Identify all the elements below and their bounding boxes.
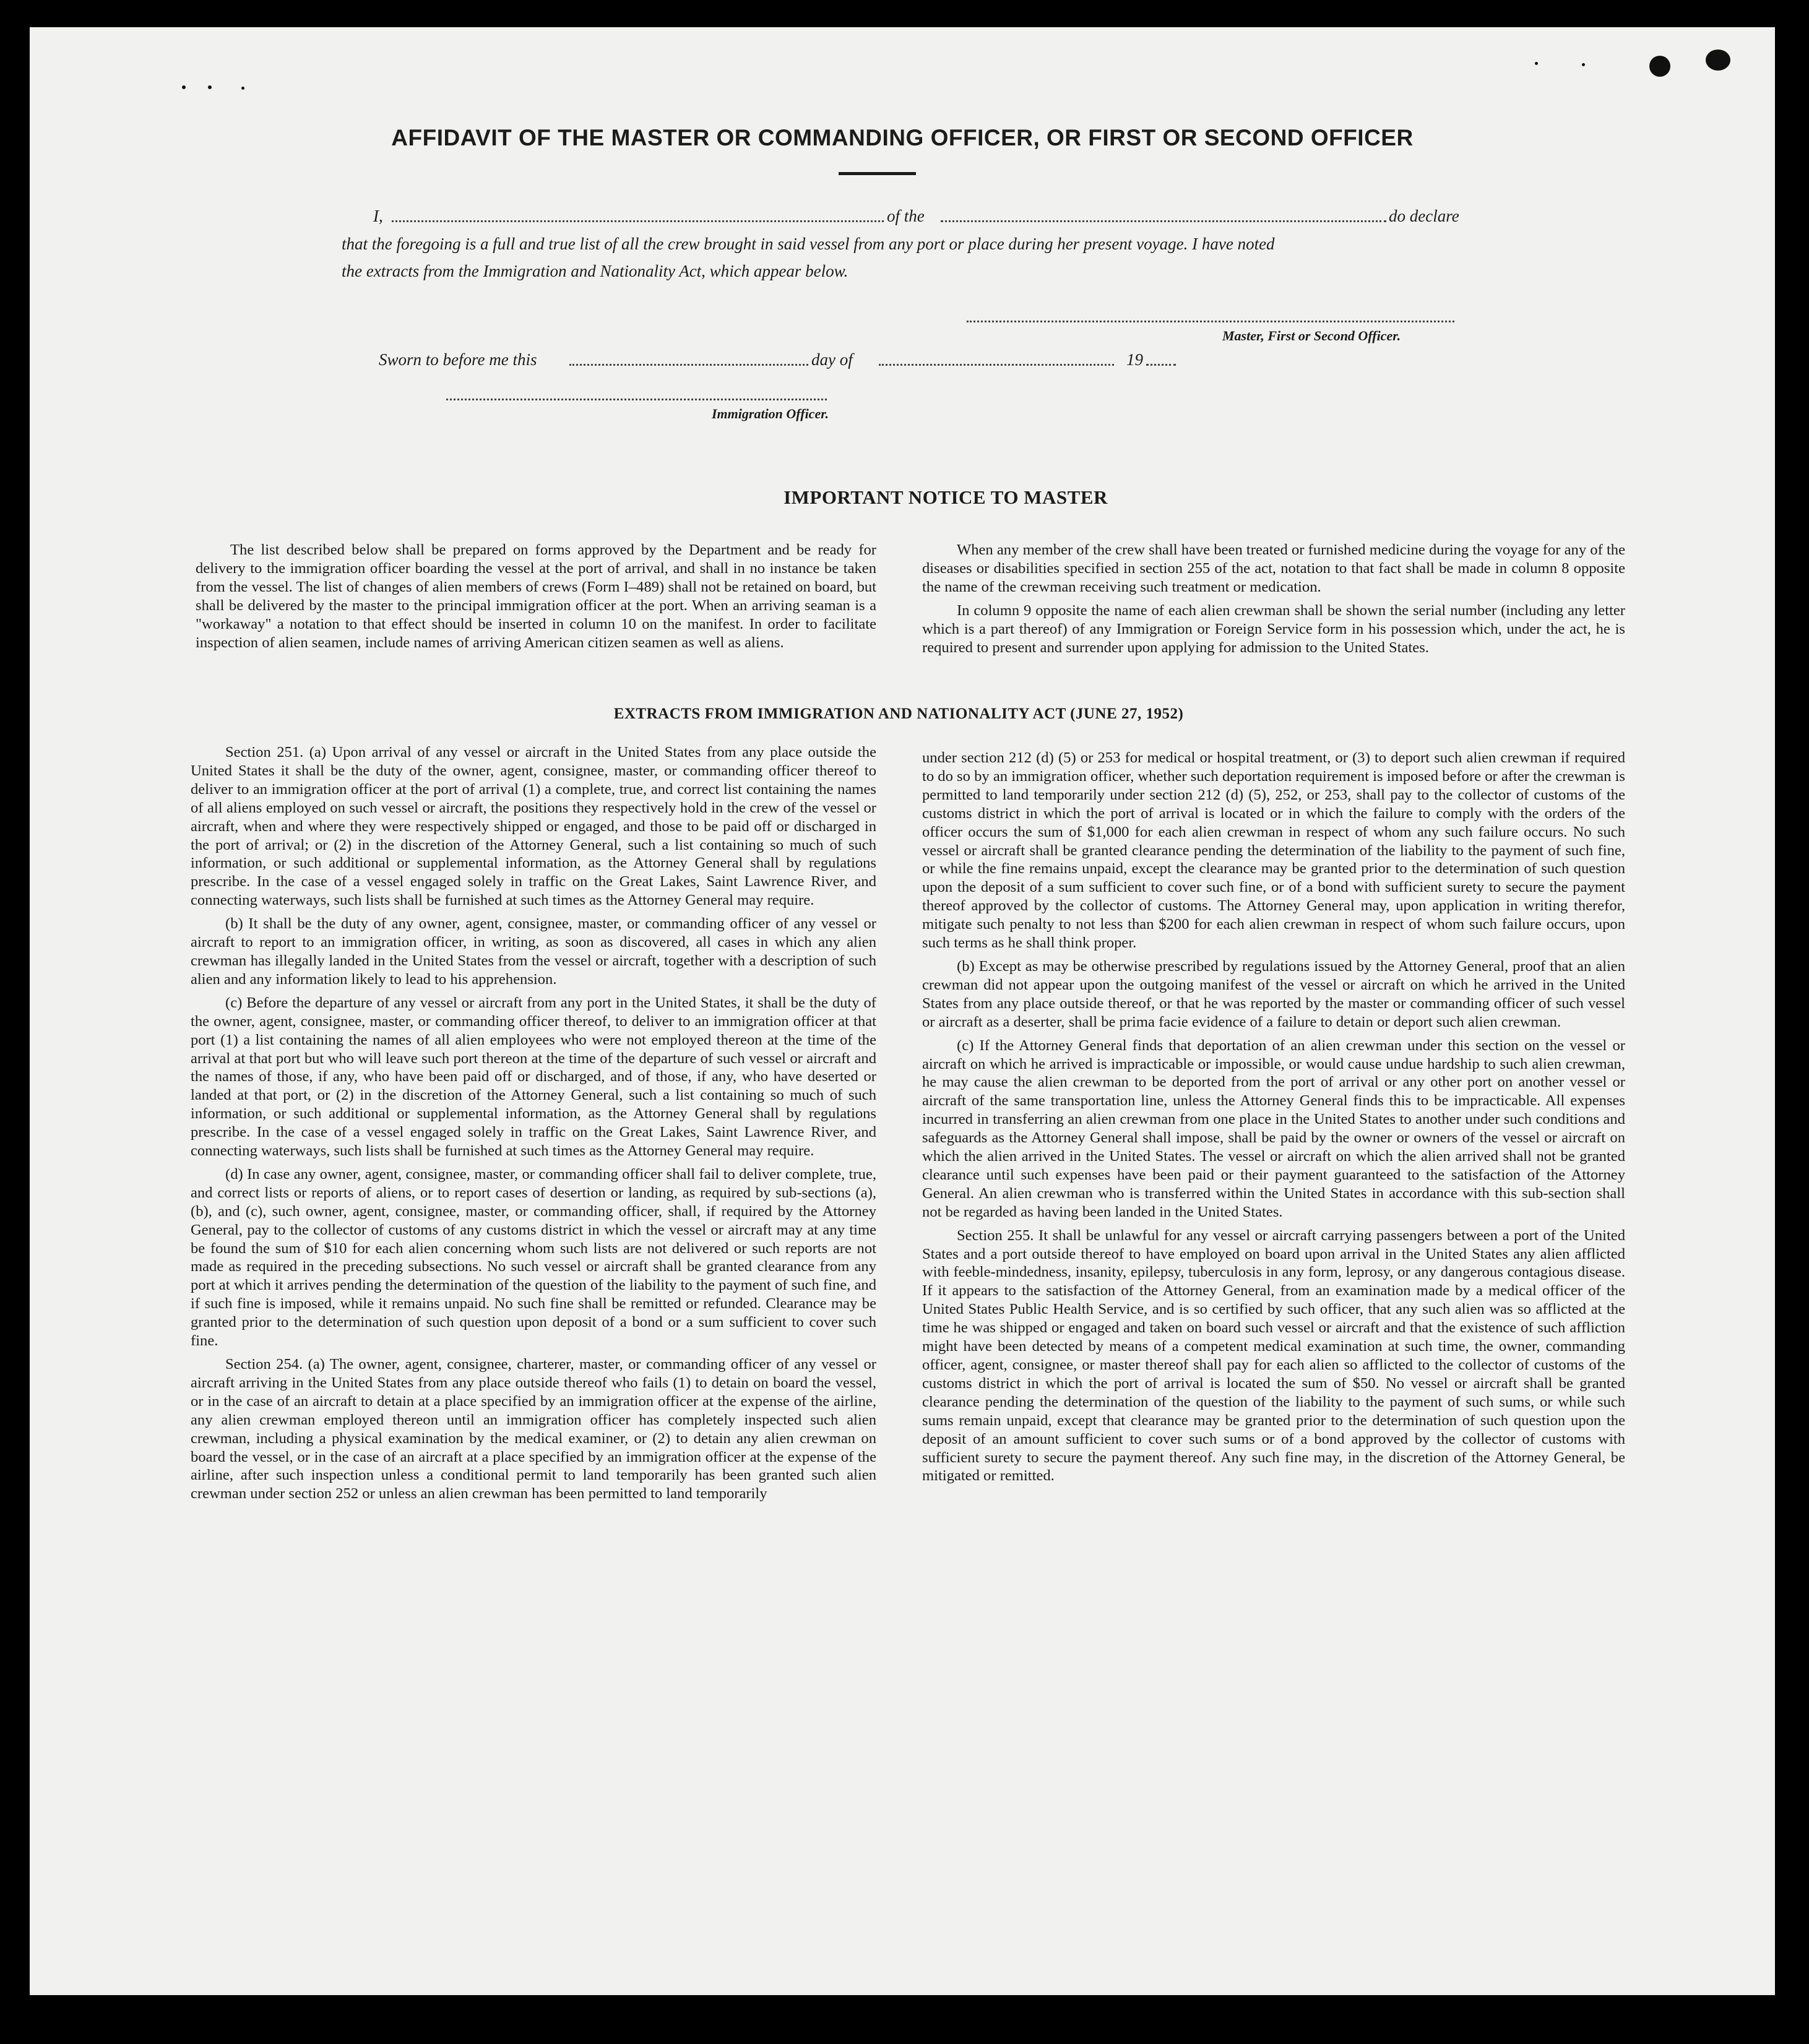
section-255: Section 255. It shall be unlawful for any vessel or aircraft carrying passengers between a port of the United States and a port outside thereof to have employed on board upon arrival in the United States any alien afflicted with feeble-mindedness, insanity, epilepsy, tuberculosis in any form, leprosy, or any dangerous contagious disease. If it appears to the satisfaction of the Attorney General, from an examination made by a medical officer of the United States Public Health Service, and is so certified by such officer, that any such alien was so afflicted at the time he was shipped or engaged and taken on board such vessel or aircraft and that the existence of such affliction might have been detected by means of a competent medical examination at such time, the owner, commanding officer, agent, consignee, or master thereof shall pay for each alien so afflicted to the collector of customs of the customs district in which the port of arrival is located the sum of $50. No vessel or aircraft shall be granted clearance pending the determination of the question of the liability to the payment of such sums, or while such sums remain unpaid, except that clearance may be granted prior to the determination of such question upon the deposit of an amount sufficient to cover such sums or of a bond approved by the collector of customs with sufficient surety to secure the payment thereof. Any such fine may, in the discretion of the Attorney General, be mitigated or remitted. (922, 1227, 1625, 1485)
notice-left-column (196, 541, 876, 657)
sworn-label: Sworn to before me this (379, 350, 537, 369)
immigration-officer-signature-line[interactable] (446, 399, 827, 400)
section-254-c: (c) If the Attorney General finds that deportation of an alien crewman under this section on the vessel or aircraft on which he arrived is impracticable or impossible, or would cause undue hardship to such alien crewman, he may cause the alien crewman to be deported from the port of arrival or any other port on another vessel or aircraft of the same transportation line, unless the Attorney General finds this to be impracticable. All expenses incurred in transferring an alien crewman from one place in the United States to another under such conditions and safeguards as the Attorney General shall impose, shall be paid by the owner or owners of the vessel or aircraft on which the alien arrived in the United States. The vessel or aircraft on which the alien arrived shall not be granted clearance until such expenses have been paid or their payment guaranteed to the satisfaction of the Attorney General. An alien crewman who is transferred within the United States in accordance with this sub-section shall not be regarded as having been landed in the United States. (922, 1037, 1625, 1220)
notice-right-column (922, 541, 1625, 662)
decl-do-declare-label: do declare (1389, 207, 1459, 225)
scan-speck (241, 87, 244, 90)
decl-line-2: that the foregoing is a full and true list of all the crew brought in said vessel from any port or place during her present voyage. I have noted (342, 235, 1275, 253)
scan-speck (1535, 62, 1538, 65)
section-254-b: (b) Except as may be otherwise prescribed by regulations issued by the Attorney General, proof that an alien crewman did not appear upon the outgoing manifest of the vessel or aircraft on which he arrived in the United States from any place outside thereof, or that he was reported by the master or commanding officer of such vessel or aircraft as a deserter, shall be prima facie evidence of a failure to detain or deport such alien crewman. (922, 957, 1625, 1030)
notice-paragraph: In column 9 opposite the name of each alien crewman shall be shown the serial number (including any letter which is a part thereof) of any Immigration or Foreign Service form in his possession which, under the act, he is required to present and surrender upon applying for admission to the United States. (922, 602, 1625, 656)
sworn-year-line[interactable] (1146, 364, 1176, 366)
decl-line-3: the extracts from the Immigration and Nationality Act, which appear below. (342, 262, 848, 280)
day-of-label: day of (811, 350, 853, 369)
scan-speck (182, 85, 186, 89)
section-251-a: Section 251. (a) Upon arrival of any vessel or aircraft in the United States from any place outside the United States it shall be the duty of the owner, agent, consignee, master, or commanding officer thereof to deliver to an immigration officer at the port of arrival (1) a complete, true, and correct list containing the names of all aliens employed on such vessel or aircraft, the positions they respectively hold in the crew of the vessel or aircraft, when and where they were respectively shipped or engaged, and those to be paid off or discharged in the port of arrival; or (2) in the discretion of the Attorney General, such a list containing so much of such information, or such additional or supplemental information, as the Attorney General shall by regulations prescribe. In the case of a vessel engaged solely in traffic on the Great Lakes, Saint Lawrence River, and connecting waterways, such lists shall be furnished at such times as the Attorney General may require. (191, 744, 876, 909)
notice-title: IMPORTANT NOTICE TO MASTER (784, 486, 1108, 508)
section-251-d: (d) In case any owner, agent, consignee, master, or commanding officer shall fail to deliver complete, true, and correct lists or reports of aliens, or to report cases of desertion or landing, as required by sub-sections (a), (b), and (c), such owner, agent, consignee, master, or commanding officer, shall, if required by the Attorney General, pay to the collector of customs of any customs district in which the vessel or aircraft may at any time be found the sum of $10 for each alien concerning whom such lists are not delivered or such reports are not made as required in the preceding subsections. No such vessel or aircraft shall be granted clearance from any port at which it arrives pending the determination of the question of the liability to the payment of such fine, and if such fine is imposed, while it remains unpaid. No such fine shall be remitted or refunded. Clearance may be granted prior to the determination of such question upon deposit of a bond or a sum sufficient to cover such fine. (191, 1165, 876, 1350)
scan-speck (208, 85, 212, 89)
punch-hole-mark (1706, 50, 1730, 71)
decl-of-the-label: of the (887, 207, 925, 225)
decl-i-label: I, (373, 207, 383, 225)
punch-hole-mark (1649, 56, 1670, 77)
notice-paragraph: When any member of the crew shall have been treated or furnished medicine during the voyage for any of the diseases or disabilities specified in section 255 of the act, notation to that fact shall be made in column 8 opposite the name of the crewman receiving such treatment or medication. (922, 541, 1625, 595)
notice-paragraph: The list described below shall be prepared on forms approved by the Department and be ready for delivery to the immigration officer boarding the vessel at the port of arrival, and shall in no instance be taken from the vessel. The list of changes of alien members of crews (Form I–489) shall not be retained on board, but shall be delivered by the master to the principal immigration officer at the port. When an arriving seaman is a "workaway" a notation to that effect should be inserted in column 10 on the manifest. In order to facilitate inspection of alien seamen, include names of arriving American citizen seamen as well as aliens. (196, 541, 876, 651)
master-signature-line[interactable] (967, 321, 1454, 322)
immigration-officer-caption: Immigration Officer. (712, 406, 829, 421)
declarant-name-line[interactable] (392, 220, 884, 222)
scan-speck (1582, 63, 1585, 66)
extracts-title: EXTRACTS FROM IMMIGRATION AND NATIONALITY ACT (JUNE 27, 1952) (613, 705, 1184, 722)
vessel-name-line[interactable] (941, 220, 1386, 222)
section-254-a: Section 254. (a) The owner, agent, consignee, charterer, master, or commanding officer of any vessel or aircraft arriving in the United States from any place outside thereof who fails (1) to detain on board the vessel, or in the case of an aircraft to detain at a place specified by an immigration officer at the expense of the airline, any alien crewman employed thereon until an immigration officer has completely inspected such alien crewman, including a physical examination by the medical examiner, or (2) to detain any alien crewman on board the vessel, or in the case of an aircraft at a place specified by an immigration officer at the expense of the airline, after such inspection unless a conditional permit to land temporarily has been granted such alien crewman under section 252 or unless an alien crewman has been permitted to land temporarily (191, 1356, 876, 1503)
affidavit-title: AFFIDAVIT OF THE MASTER OR COMMANDING OFFICER, OR FIRST OR SECOND OFFICER (391, 125, 1414, 150)
document-page (30, 27, 1775, 1995)
section-254-a-continued: under section 212 (d) (5) or 253 for medical or hospital treatment, or (3) to deport such alien crewman if required to do so by an immigration officer, whether such deportation requirement is imposed before or after the crewman is permitted to land temporarily under section 212 (d) (5), 252, or 253, shall pay to the collector of customs of the customs district in which the port of arrival is located or in which the failure to comply with the orders of the officer occurs the sum of $1,000 for each alien crewman in respect of whom any such failure occurs. No such vessel or aircraft shall be granted clearance pending the determination of the liability to the payment of such fine, or while the fine remains unpaid, except the clearance may be granted prior to the determination of such question upon the deposit of a sum sufficient to cover such fine, or of a bond with sufficient surety to secure the payment thereof approved by the collector of customs. The Attorney General may, upon application in writing therefor, mitigate such penalty to not less than $200 for each alien crewman in respect of whom such failure occurs, upon such terms as he shall think proper. (922, 749, 1625, 952)
sworn-month-line[interactable] (879, 364, 1114, 366)
title-rule (839, 172, 916, 175)
year-label: 19 (1126, 350, 1143, 369)
master-signature-caption: Master, First or Second Officer. (1222, 328, 1401, 343)
sworn-day-line[interactable] (569, 364, 808, 366)
extracts-left-column (191, 743, 876, 1508)
section-251-c: (c) Before the departure of any vessel or aircraft from any port in the United States, it shall be the duty of the owner, agent, consignee, master, or commanding officer thereof, to deliver to an immigration officer at that port (1) a list containing the names of all alien employees who were not employed thereon at the time of the arrival at that port but who will leave such port thereon at the time of the departure of such vessel or aircraft and the names of those, if any, who have been paid off or discharged, and of those, if any, who have deserted or landed at that port, or (2) in the discretion of the Attorney General, such a list containing so much of such information, or such additional or supplemental information, as the Attorney General shall by regulations prescribe. In the case of a vessel engaged solely in traffic on the Great Lakes, Saint Lawrence River, and connecting waterways, such lists shall be furnished at such times as the Attorney General may require. (191, 994, 876, 1160)
section-251-b: (b) It shall be the duty of any owner, agent, consignee, master, or commanding officer of any vessel or aircraft to report to an immigration officer, in writing, as soon as discovered, all cases in which any alien crewman has illegally landed in the United States from the vessel or aircraft, together with a description of such alien and any information likely to lead to his apprehension. (191, 915, 876, 988)
extracts-right-column (922, 749, 1625, 1490)
